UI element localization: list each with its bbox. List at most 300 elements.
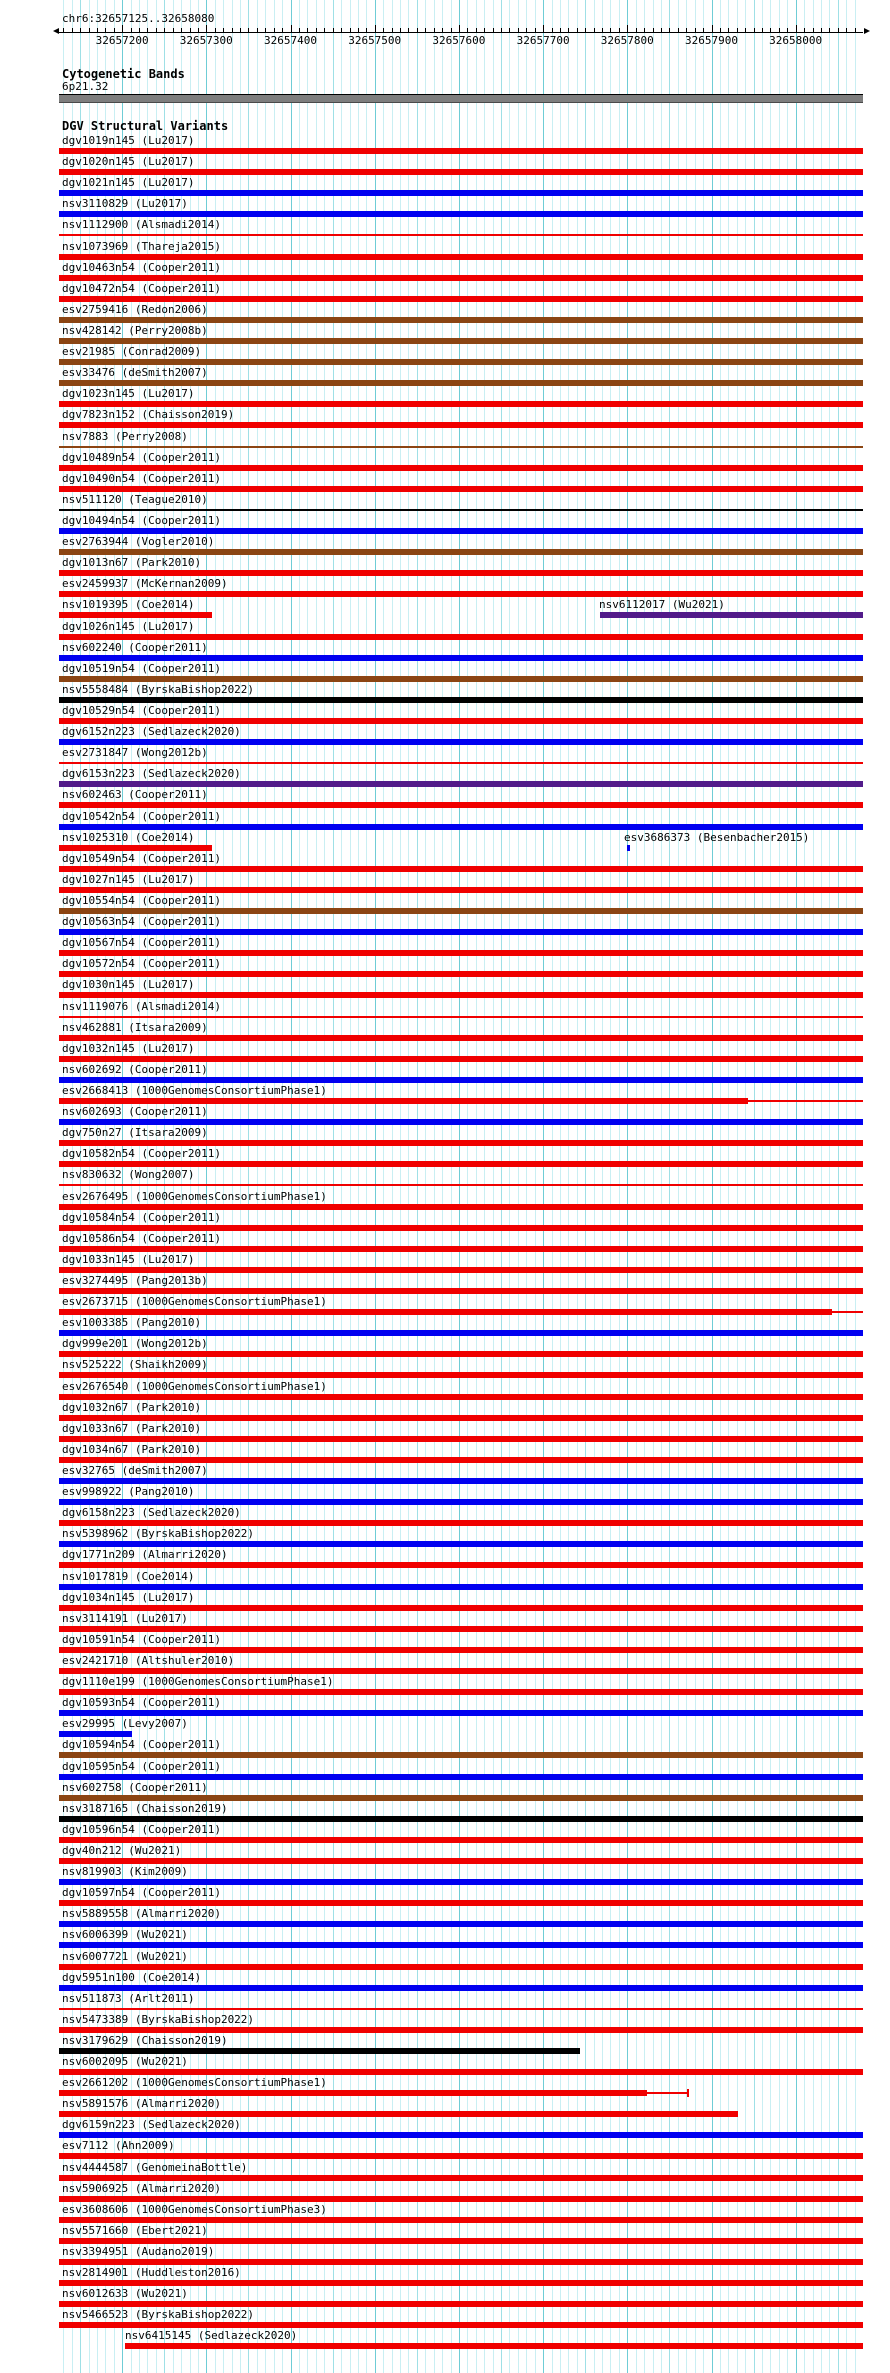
gridline [560,0,561,2373]
variant-label[interactable]: nsv5906925 (Almarri2020) [62,2181,221,2195]
variant-label[interactable]: nsv3114191 (Lu2017) [62,1611,188,1625]
ruler-tick-label: 32658000 [769,34,823,47]
variant-label[interactable]: esv2668413 (1000GenomesConsortiumPhase1) [62,1083,327,1097]
variant-bar[interactable] [59,1246,863,1252]
variant-bar[interactable] [59,1267,863,1273]
gridline [518,0,519,2373]
variant-bar[interactable] [59,1056,863,1062]
gridline [855,0,856,2373]
variant-label[interactable]: dgv40n212 (Wu2021) [62,1843,182,1857]
gridline [602,0,603,2373]
variant-bar[interactable] [59,1372,863,1378]
variant-bar[interactable] [59,2301,863,2307]
variant-label[interactable]: dgv10549n54 (Cooper2011) [62,851,221,865]
variant-label[interactable]: nsv1112900 (Alsmadi2014) [62,218,221,232]
variant-bar[interactable] [59,2217,863,2223]
variant-label[interactable]: nsv511873 (Arlt2011) [62,1991,195,2005]
variant-label[interactable]: dgv10595n54 (Cooper2011) [62,1759,221,1773]
variant-label[interactable]: dgv1032n145 (Lu2017) [62,1041,195,1055]
gridline [610,0,611,2373]
ruler-minor-tick [139,28,140,32]
cytoband-label: 6p21.32 [62,80,109,93]
variant-label[interactable]: esv2421710 (Altshuler2010) [62,1653,235,1667]
variant-annotation-bar[interactable] [600,612,863,618]
variant-bar[interactable] [59,1752,863,1758]
ruler-minor-tick [434,28,435,32]
variant-label[interactable]: nsv6002095 (Wu2021) [62,2055,188,2068]
variant-label[interactable]: dgv10586n54 (Cooper2011) [62,1231,221,1245]
variant-bar[interactable] [59,950,863,956]
ruler-tick-label: 32657200 [95,34,149,47]
gridline [787,0,788,2373]
variant-label[interactable]: esv998922 (Pang2010) [62,1485,195,1498]
variant-bar[interactable] [59,1478,863,1484]
ruler-minor-tick [408,28,409,32]
gridline [434,0,435,2373]
variant-label[interactable]: dgv10494n54 (Cooper2011) [62,514,221,527]
variant-label[interactable]: dgv6159n223 (Sedlazeck2020) [62,2118,241,2132]
variant-bar[interactable] [59,1605,863,1611]
variant-label[interactable]: nsv5889558 (Almarri2020) [62,1907,221,1921]
variant-label[interactable]: nsv1073969 (Thareja2015) [62,239,221,253]
variant-bar[interactable] [59,887,863,893]
variant-bar[interactable] [59,509,863,511]
variant-label[interactable]: nsv4444587 (GenomeinaBottle) [62,2160,248,2174]
variant-bar[interactable] [59,1795,863,1801]
variant-bar[interactable] [59,254,863,260]
variant-bar[interactable] [59,1309,832,1315]
variant-bar[interactable] [59,528,863,534]
variant-label[interactable]: dgv1030n145 (Lu2017) [62,978,195,992]
ruler-minor-tick [173,28,174,32]
variant-bar[interactable] [59,971,863,977]
variant-label[interactable]: dgv1023n145 (Lu2017) [62,387,195,401]
variant-bar[interactable] [59,1985,863,1991]
gridline [493,0,494,2373]
variant-label[interactable]: dgv10472n54 (Cooper2011) [62,281,221,295]
variant-label[interactable]: nsv5891576 (Almarri2020) [62,2097,221,2111]
variant-label[interactable]: nsv2814901 (Huddleston2016) [62,2266,241,2280]
ruler-tick-label: 32657400 [264,34,317,47]
gridline [577,0,578,2373]
ruler-minor-tick [770,28,771,32]
variant-label[interactable]: nsv5466523 (ByrskaBishop2022) [62,2308,255,2322]
variant-bar[interactable] [59,1964,863,1970]
variant-bar[interactable] [59,1879,863,1885]
variant-label[interactable]: dgv10529n54 (Cooper2011) [62,704,221,717]
variant-bar[interactable] [59,824,863,830]
ruler-minor-tick [476,28,477,32]
variant-bar[interactable] [59,317,863,323]
gridline [291,0,292,2373]
variant-label[interactable]: dgv10594n54 (Cooper2011) [62,1738,221,1752]
variant-label[interactable]: dgv1026n145 (Lu2017) [62,619,195,633]
variant-label[interactable]: nsv5398962 (ByrskaBishop2022) [62,1527,255,1541]
variant-label[interactable]: dgv1033n67 (Park2010) [62,1421,202,1435]
variant-label[interactable]: nsv3179629 (Chaisson2019) [62,2033,228,2047]
ruler-minor-tick [804,28,805,32]
variant-bar[interactable] [59,2008,863,2010]
variant-bar[interactable] [59,190,863,196]
variant-bar[interactable] [59,739,863,745]
variant-bar[interactable] [59,802,863,808]
variant-label[interactable]: nsv602463 (Cooper2011) [62,788,208,802]
variant-label[interactable]: nsv819903 (Kim2009) [62,1865,188,1878]
variant-bar[interactable] [59,845,212,851]
variant-label[interactable]: dgv1033n145 (Lu2017) [62,1252,195,1266]
variant-bar-end-tick[interactable] [687,2089,689,2097]
variant-bar[interactable] [59,634,863,640]
variant-bar[interactable] [59,234,863,236]
ruler-minor-tick [560,28,561,32]
variant-bar[interactable] [59,169,863,175]
gridline [526,0,527,2373]
variant-label[interactable]: dgv6158n223 (Sedlazeck2020) [62,1506,241,1520]
gridline [425,0,426,2373]
variant-label[interactable]: dgv10490n54 (Cooper2011) [62,471,221,485]
variant-bar[interactable] [59,380,863,386]
variant-label[interactable]: nsv3110829 (Lu2017) [62,197,188,211]
variant-bar[interactable] [59,2132,863,2138]
variant-bar[interactable] [59,570,863,576]
variant-label[interactable]: nsv6012633 (Wu2021) [62,2287,188,2301]
gridline [358,0,359,2373]
gridline [299,0,300,2373]
variant-bar[interactable] [59,2280,863,2286]
variant-label[interactable]: nsv830632 (Wong2007) [62,1168,195,1182]
variant-bar[interactable] [59,2069,863,2075]
variant-label[interactable]: esv1003385 (Pang2010) [62,1316,202,1330]
ruler-minor-tick [316,28,317,32]
ruler-minor-tick [366,28,367,32]
variant-label[interactable]: nsv602692 (Cooper2011) [62,1062,208,1076]
ruler-minor-tick [821,28,822,32]
ruler-minor-tick [577,28,578,32]
variant-label[interactable]: dgv1013n67 (Park2010) [62,556,202,570]
variant-label[interactable]: dgv10567n54 (Cooper2011) [62,936,221,950]
gridline [535,0,536,2373]
variant-bar[interactable] [59,1584,863,1590]
variant-bar-tail[interactable] [832,1311,863,1313]
gridline [661,0,662,2373]
variant-bar[interactable] [59,1394,863,1400]
ruler-minor-tick [535,28,536,32]
ruler-minor-tick [619,28,620,32]
variant-label[interactable]: dgv750n27 (Itsara2009) [62,1126,208,1140]
ruler-minor-tick [653,28,654,32]
ruler-minor-tick [198,28,199,32]
ruler-minor-tick [636,28,637,32]
ruler-minor-tick [383,28,384,32]
ruler-minor-tick [164,28,165,32]
ruler-minor-tick [282,28,283,32]
cytoband-bar[interactable] [59,94,863,103]
ruler-minor-tick [703,28,704,32]
variant-label[interactable]: nsv511120 (Teague2010) [62,492,208,506]
gridline [467,0,468,2373]
gridline [804,0,805,2373]
variant-bar[interactable] [59,549,863,555]
variant-label[interactable]: nsv6006399 (Wu2021) [62,1928,188,1942]
variant-bar[interactable] [59,612,212,618]
variant-label[interactable]: nsv602693 (Cooper2011) [62,1105,208,1119]
variant-bar[interactable] [59,1161,863,1167]
variant-label[interactable]: nsv5473389 (ByrskaBishop2022) [62,2012,255,2026]
variant-bar[interactable] [59,1900,863,1906]
variant-bar[interactable] [59,1647,863,1653]
ruler-minor-tick [72,28,73,32]
variant-label[interactable]: dgv10542n54 (Cooper2011) [62,809,221,823]
variant-label[interactable]: dgv1020n145 (Lu2017) [62,155,195,169]
variant-label[interactable]: dgv999e201 (Wong2012b) [62,1337,208,1351]
variant-bar[interactable] [59,296,863,302]
variant-label[interactable]: esv7112 (Ahn2009) [62,2139,175,2153]
variant-bar[interactable] [59,486,863,492]
variant-label[interactable]: nsv7883 (Perry2008) [62,429,188,443]
variant-bar[interactable] [59,2322,863,2328]
ruler-major-tick [206,25,207,32]
gridline [585,0,586,2373]
variant-bar[interactable] [59,655,863,661]
variant-label[interactable]: nsv3394951 (Audano2019) [62,2245,215,2258]
dgv-track-title: DGV Structural Variants [62,119,229,133]
variant-label[interactable]: nsv6415145 (Sedlazeck2020) [125,2329,298,2343]
variant-bar[interactable] [59,1942,863,1948]
variant-bar[interactable] [59,1626,863,1632]
variant-bar[interactable] [59,992,863,998]
variant-bar[interactable] [59,1119,863,1125]
variant-label[interactable]: dgv10591n54 (Cooper2011) [62,1632,221,1646]
variant-bar[interactable] [59,2027,863,2033]
variant-label[interactable]: dgv10593n54 (Cooper2011) [62,1696,221,1710]
variant-bar[interactable] [59,2238,863,2244]
variant-label[interactable]: dgv6152n223 (Sedlazeck2020) [62,725,241,739]
variant-bar[interactable] [59,1816,863,1822]
variant-label[interactable]: esv2661202 (1000GenomesConsortiumPhase1) [62,2076,327,2090]
variant-bar[interactable] [59,1035,863,1041]
variant-label[interactable]: dgv1034n67 (Park2010) [62,1442,202,1456]
ruler-minor-tick [215,28,216,32]
variant-bar[interactable] [59,762,863,764]
variant-label[interactable]: esv3274495 (Pang2013b) [62,1273,208,1287]
variant-bar[interactable] [59,1016,863,1018]
variant-bar[interactable] [59,929,863,935]
variant-bar[interactable] [59,2196,863,2202]
variant-bar[interactable] [59,591,863,597]
variant-label[interactable]: nsv1019395 (Coe2014) [62,598,195,612]
variant-label[interactable]: dgv10584n54 (Cooper2011) [62,1210,221,1224]
variant-bar[interactable] [59,908,863,914]
ruler-minor-tick [829,28,830,32]
variant-label[interactable]: esv32765 (deSmith2007) [62,1463,208,1477]
variant-label[interactable]: dgv10572n54 (Cooper2011) [62,957,221,971]
variant-bar[interactable] [59,211,863,217]
ruler-minor-tick [509,28,510,32]
variant-bar[interactable] [59,1140,863,1146]
gridline [375,0,376,2373]
variant-bar[interactable] [59,422,863,428]
variant-label[interactable]: esv2676540 (1000GenomesConsortiumPhase1) [62,1379,327,1393]
variant-bar[interactable] [59,1921,863,1927]
variant-bar-tail[interactable] [647,2092,687,2094]
ruler-major-tick [627,25,628,32]
gridline [459,0,460,2373]
variant-bar[interactable] [59,2153,863,2159]
variant-label[interactable]: nsv602240 (Cooper2011) [62,640,208,654]
variant-bar[interactable] [59,465,863,471]
ruler-minor-tick [720,28,721,32]
variant-label[interactable]: esv29995 (Levy2007) [62,1717,188,1731]
variant-label[interactable]: dgv1032n67 (Park2010) [62,1400,202,1414]
ruler-tick-label: 32657900 [685,34,738,47]
variant-label[interactable]: dgv1019n145 (Lu2017) [62,134,195,147]
gridline [821,0,822,2373]
ruler-minor-tick [400,28,401,32]
variant-label[interactable]: esv21985 (Conrad2009) [62,345,202,359]
variant-bar[interactable] [59,2111,738,2117]
variant-bar[interactable] [59,2090,647,2096]
variant-label[interactable]: nsv428142 (Perry2008b) [62,324,208,337]
gridline [408,0,409,2373]
ruler-minor-tick [745,28,746,32]
ruler-minor-tick [417,28,418,32]
gridline [282,0,283,2373]
variant-label[interactable]: esv33476 (deSmith2007) [62,366,208,380]
variant-bar[interactable] [59,1837,863,1843]
variant-label[interactable]: dgv10554n54 (Cooper2011) [62,894,221,907]
variant-label[interactable]: dgv1021n145 (Lu2017) [62,176,195,190]
ruler-minor-tick [779,28,780,32]
gridline [627,0,628,2373]
variant-bar[interactable] [59,781,863,787]
variant-label[interactable]: esv2459937 (McKernan2009) [62,577,228,591]
variant-label[interactable]: dgv6153n223 (Sedlazeck2020) [62,767,241,781]
variant-label[interactable]: nsv1119076 (Alsmadi2014) [62,999,221,1013]
gridline [274,0,275,2373]
variant-bar[interactable] [59,1077,863,1083]
variant-label[interactable]: nsv5571660 (Ebert2021) [62,2223,208,2237]
variant-bar[interactable] [59,1184,863,1186]
variant-bar[interactable] [59,1731,132,1737]
variant-bar[interactable] [59,697,863,703]
variant-label[interactable]: dgv5951n100 (Coe2014) [62,1970,202,1984]
variant-label[interactable]: dgv10463n54 (Cooper2011) [62,260,221,274]
gridline [552,0,553,2373]
variant-annotation-label[interactable]: esv3686373 (Besenbacher2015) [624,830,810,844]
variant-label[interactable]: nsv3187165 (Chaisson2019) [62,1801,228,1815]
variant-bar[interactable] [59,1562,863,1568]
variant-label[interactable]: dgv1771n209 (Almarri2020) [62,1548,228,1562]
variant-label[interactable]: esv2731847 (Wong2012b) [62,746,208,760]
variant-label[interactable]: nsv1025310 (Coe2014) [62,830,195,844]
variant-bar[interactable] [59,1541,863,1547]
variant-bar[interactable] [59,1774,863,1780]
gridline [669,0,670,2373]
variant-bar[interactable] [59,676,863,682]
variant-bar[interactable] [59,1415,863,1421]
variant-bar[interactable] [59,1225,863,1231]
gridline [703,0,704,2373]
variant-label[interactable]: dgv1027n145 (Lu2017) [62,872,195,886]
variant-bar[interactable] [59,401,863,407]
variant-annotation-bar[interactable] [627,845,630,851]
variant-annotation-label[interactable]: nsv6112017 (Wu2021) [599,598,725,612]
variant-bar[interactable] [59,1204,863,1210]
variant-label[interactable]: dgv1110e199 (1000GenomesConsortiumPhase1) [62,1675,334,1688]
gridline [366,0,367,2373]
variant-bar[interactable] [59,718,863,724]
variant-bar[interactable] [59,338,863,344]
variant-bar[interactable] [59,148,863,154]
variant-label[interactable]: esv2763944 (Vogler2010) [62,535,215,549]
variant-label[interactable]: esv2673715 (1000GenomesConsortiumPhase1) [62,1295,327,1308]
variant-bar[interactable] [59,1098,748,1104]
variant-bar[interactable] [59,446,863,448]
variant-bar[interactable] [59,1499,863,1505]
ruler-minor-tick [737,28,738,32]
variant-bar[interactable] [59,866,863,872]
variant-bar[interactable] [125,2343,863,2349]
variant-label[interactable]: nsv462881 (Itsara2009) [62,1020,208,1034]
gridline [451,0,452,2373]
variant-label[interactable]: dgv10563n54 (Cooper2011) [62,915,221,929]
variant-bar[interactable] [59,1858,863,1864]
variant-label[interactable]: nsv6007721 (Wu2021) [62,1949,188,1963]
ruler-minor-tick [787,28,788,32]
variant-bar[interactable] [59,1288,863,1294]
variant-bar[interactable] [59,1689,863,1695]
variant-label[interactable]: dgv7823n152 (Chaisson2019) [62,408,235,422]
variant-label[interactable]: dgv10597n54 (Cooper2011) [62,1886,221,1900]
variant-bar[interactable] [59,1457,863,1463]
variant-label[interactable]: dgv10489n54 (Cooper2011) [62,450,221,464]
variant-label[interactable]: nsv525222 (Shaikh2009) [62,1358,208,1372]
variant-bar[interactable] [59,275,863,281]
variant-bar[interactable] [59,359,863,365]
variant-label[interactable]: dgv1034n145 (Lu2017) [62,1590,195,1604]
ruler-minor-tick [80,28,81,32]
variant-bar[interactable] [59,1330,863,1336]
variant-bar[interactable] [59,1351,863,1357]
variant-label[interactable]: esv2676495 (1000GenomesConsortiumPhase1) [62,1189,327,1203]
variant-bar[interactable] [59,1710,863,1716]
ruler-minor-tick [147,28,148,32]
ruler-minor-tick [181,28,182,32]
variant-bar[interactable] [59,2048,580,2054]
variant-bar[interactable] [59,1668,863,1674]
variant-label[interactable]: esv3608606 (1000GenomesConsortiumPhase3) [62,2202,327,2216]
variant-bar[interactable] [59,2175,863,2181]
variant-bar[interactable] [59,1436,863,1442]
variant-bar[interactable] [59,1520,863,1526]
variant-bar-tail[interactable] [748,1100,863,1102]
variant-bar[interactable] [59,2259,863,2265]
variant-label[interactable]: dgv10519n54 (Cooper2011) [62,661,221,675]
variant-label[interactable]: dgv10582n54 (Cooper2011) [62,1147,221,1161]
gridline [838,0,839,2373]
ruler-minor-tick [728,28,729,32]
variant-label[interactable]: nsv5558484 (ByrskaBishop2022) [62,682,255,696]
ruler-minor-tick [442,28,443,32]
variant-label[interactable]: dgv10596n54 (Cooper2011) [62,1822,221,1836]
variant-label[interactable]: nsv1017819 (Coe2014) [62,1569,195,1583]
variant-label[interactable]: esv2759416 (Redon2006) [62,302,208,316]
ruler-minor-tick [223,28,224,32]
gridline [678,0,679,2373]
variant-label[interactable]: nsv602758 (Cooper2011) [62,1780,208,1794]
gridline [316,0,317,2373]
ruler-minor-tick [661,28,662,32]
